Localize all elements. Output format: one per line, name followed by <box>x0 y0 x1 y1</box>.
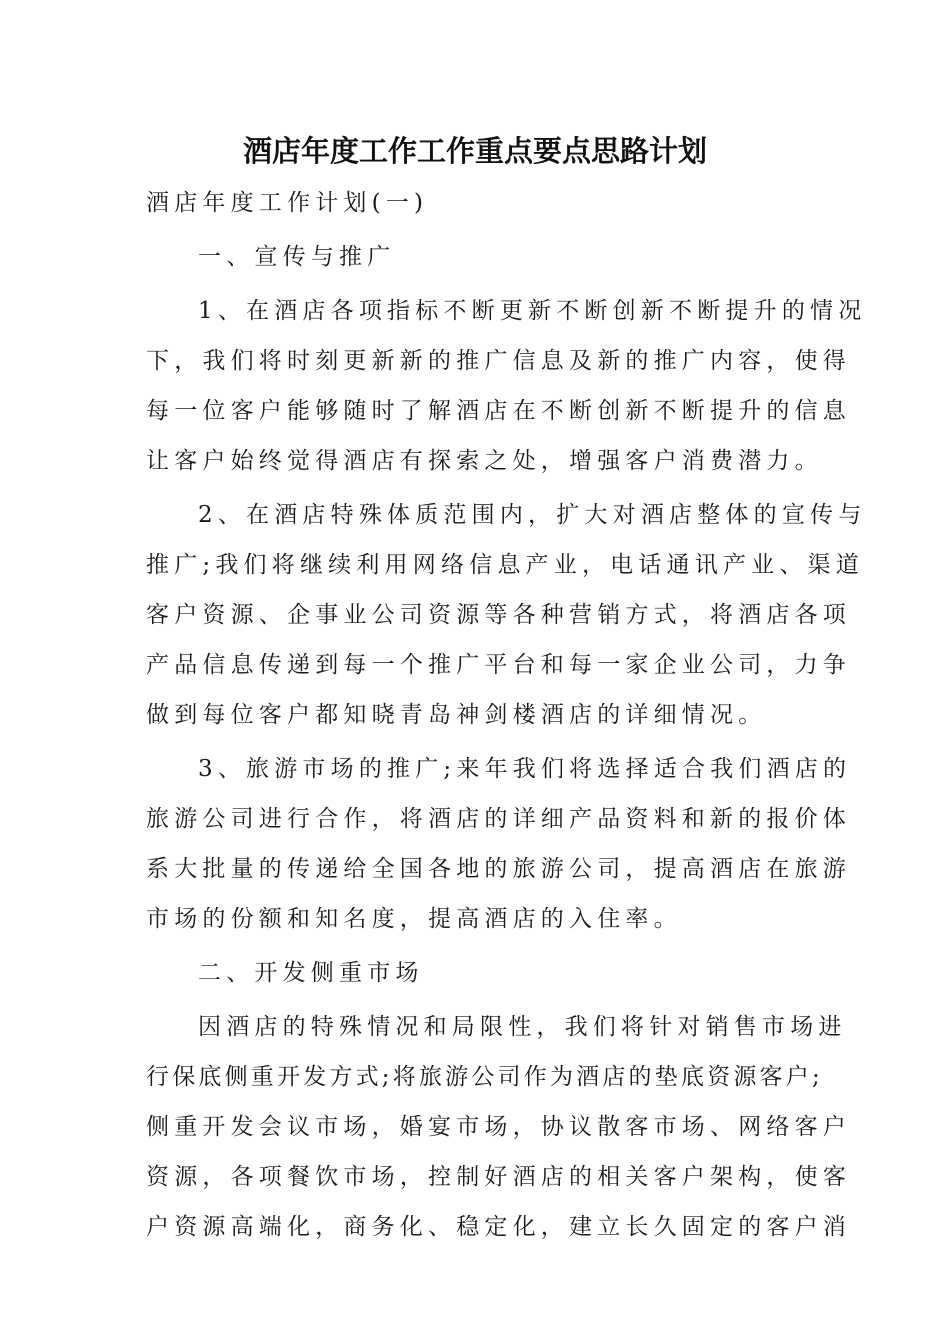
body-line: 系大批量的传递给全国各地的旅游公司，提高酒店在旅游 <box>146 856 851 882</box>
body-line: 客户资源、企事业公司资源等各种营销方式，将酒店各项 <box>146 602 851 628</box>
body-line: 旅游公司进行合作，将酒店的详细产品资料和新的报价体 <box>146 806 851 832</box>
document-title: 酒店年度工作工作重点要点思路计划 <box>242 134 707 168</box>
body-line: 3、旅游市场的推广;来年我们将选择适合我们酒店的 <box>198 756 852 782</box>
body-line: 因酒店的特殊情况和局限性，我们将针对销售市场进 <box>198 1014 847 1040</box>
body-line: 2、在酒店特殊体质范围内，扩大对酒店整体的宣传与 <box>198 502 867 528</box>
body-line: 1、在酒店各项指标不断更新不断创新不断提升的情况 <box>198 298 867 324</box>
body-line: 推广;我们将继续利用网络信息产业，电话通讯产业、渠道 <box>146 552 864 578</box>
body-line: 每一位客户能够随时了解酒店在不断创新不断提升的信息 <box>146 398 851 424</box>
body-line: 行保底侧重开发方式;将旅游公司作为酒店的垫底资源客户; <box>146 1064 823 1090</box>
body-line: 下，我们将时刻更新新的推广信息及新的推广内容，使得 <box>146 348 851 374</box>
body-line: 产品信息传递到每一个推广平台和每一家企业公司，力争 <box>146 652 851 678</box>
body-line: 市场的份额和知名度，提高酒店的入住率。 <box>146 906 682 932</box>
document-body <box>146 178 867 1252</box>
body-line: 做到每位客户都知晓青岛神剑楼酒店的详细情况。 <box>146 702 767 728</box>
body-line: 户资源高端化，商务化、稳定化，建立长久固定的客户消 <box>146 1214 851 1240</box>
body-line: 酒店年度工作计划(一) <box>146 190 429 216</box>
body-line: 一、宣传与推广 <box>198 244 396 270</box>
body-line: 侧重开发会议市场，婚宴市场，协议散客市场、网络客户 <box>146 1114 851 1140</box>
body-line: 资源，各项餐饮市场，控制好酒店的相关客户架构，使客 <box>146 1164 851 1190</box>
body-line: 让客户始终觉得酒店有探索之处，增强客户消费潜力。 <box>146 448 823 474</box>
body-line: 二、开发侧重市场 <box>198 960 424 986</box>
